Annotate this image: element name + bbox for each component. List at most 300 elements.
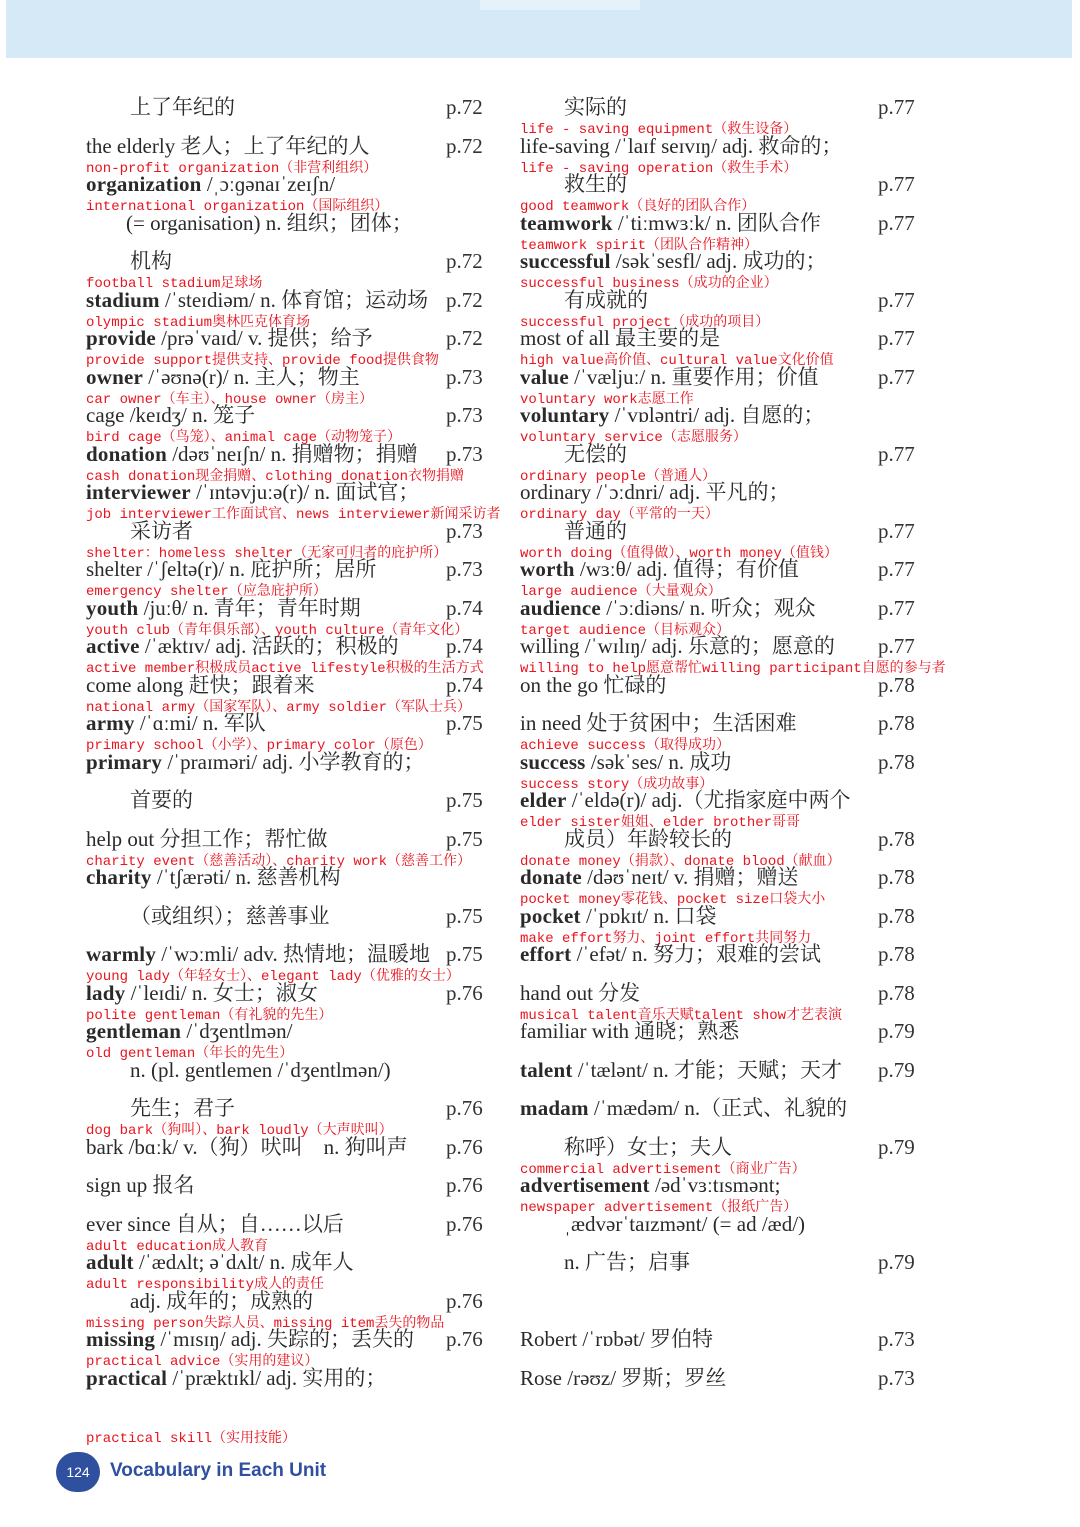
entry-text — [130, 88, 235, 127]
page-reference: p.75 — [446, 711, 483, 735]
handwritten-annotation: commercial advertisement（商业广告） — [520, 1161, 806, 1178]
page-reference: p.79 — [878, 1057, 915, 1082]
entry-text — [130, 242, 172, 281]
vocab-entry — [520, 935, 1040, 974]
handwritten-annotation: large audience（大量观众） — [520, 584, 722, 600]
entry-definition: /ˈleɪdi/ n. 女士；淑女 — [125, 980, 318, 1005]
headword: army — [86, 711, 135, 735]
handwritten-annotation: missing person失踪人员、missing item丢失的物品 — [86, 1315, 445, 1332]
entry-definition: /ˈɪntəvjuːə(r)/ n. 面试官； — [190, 480, 420, 504]
handwritten-annotation: ordinary people（普通人） — [520, 468, 717, 485]
vocab-entry — [86, 1282, 496, 1332]
page-reference: p.76 — [446, 1211, 483, 1236]
vocab-entry — [86, 1128, 496, 1167]
entry-text — [564, 165, 627, 204]
vocab-entry — [86, 935, 496, 985]
entry-definition: 普通的 — [564, 518, 627, 543]
headword: elder — [520, 788, 567, 812]
entry-definition: /ˈtʃærəti/ n. 慈善机构 — [151, 865, 341, 889]
entry-definition: /ˈəʊnə(r)/ n. 主人；物主 — [143, 364, 360, 389]
entry-definition: cage /keɪdʒ/ n. 笼子 — [86, 403, 256, 427]
entry-definition: 上了年纪的 — [130, 95, 235, 119]
page-reference: p.73 — [878, 1365, 915, 1390]
entry-text — [520, 743, 731, 782]
page-reference: p.76 — [446, 1134, 483, 1159]
handwritten-annotation: shelter：homeless shelter（无家可归者的庇护所） — [86, 545, 448, 562]
vocab-entry — [86, 396, 496, 446]
entry-text — [520, 550, 799, 589]
entry-text — [86, 358, 360, 397]
vocab-entry — [520, 242, 1040, 292]
entry-definition: /ˌɔːɡənaɪˈzeɪʃn/ — [201, 172, 336, 196]
handwritten-annotation: adult education成人教育 — [86, 1238, 269, 1255]
vocab-entry — [86, 743, 496, 782]
entry-text — [520, 1089, 847, 1128]
vocab-entry — [520, 165, 1040, 215]
page-reference: p.78 — [878, 711, 915, 735]
vocab-entry — [520, 512, 1040, 562]
entry-text — [86, 435, 418, 474]
entry-definition: /ˈmædəm/ n.（正式、礼貌的 — [588, 1096, 848, 1120]
entry-text — [520, 704, 796, 743]
entry-text — [86, 281, 428, 320]
handwritten-annotation: youth club（青年俱乐部）、youth culture（青年文化） — [86, 622, 469, 639]
handwritten-annotation: teamwork spirit（团队合作精神） — [520, 237, 759, 254]
entry-definition: 机构 — [130, 249, 172, 273]
entry-definition: most of all 最主要的是 — [520, 326, 721, 350]
headword: successful — [520, 249, 611, 273]
entry-definition: help out 分担工作；帮忙做 — [86, 826, 328, 851]
entry-text — [520, 204, 821, 243]
page-reference: p.75 — [446, 942, 483, 966]
page-reference: p.73 — [878, 1327, 915, 1351]
entry-text — [520, 627, 835, 666]
entry-definition: /wɜːθ/ adj. 值得；有价值 — [574, 557, 799, 581]
handwritten-annotation: charity event（慈善活动）、charity work（慈善工作） — [86, 853, 472, 870]
handwritten-annotation: newspaper advertisement（报纸广告） — [520, 1200, 798, 1216]
entry-definition: 首要的 — [130, 788, 193, 812]
vocab-entry — [86, 1320, 496, 1370]
vocab-entry — [86, 897, 496, 936]
entry-text — [520, 1320, 713, 1359]
headword: donate — [520, 865, 582, 889]
handwritten-annotation: worth doing（值得做）、worth money（值钱） — [520, 545, 838, 562]
vocab-entry — [520, 820, 1040, 870]
vocab-entry — [86, 589, 496, 639]
entry-text — [126, 204, 413, 243]
entry-definition: 救生的 — [564, 172, 627, 196]
headword: organization — [86, 172, 202, 196]
entry-text — [86, 319, 373, 358]
entry-definition: /ˈmɪsɪŋ/ adj. 失踪的；丢失的 — [155, 1327, 414, 1351]
entry-definition: /ˈtiːmwɜːk/ n. 团队合作 — [612, 210, 821, 235]
vocab-entry — [86, 319, 496, 369]
entry-definition: /ˈwɔːmli/ adv. 热情地；温暖地 — [156, 942, 430, 966]
vocab-entry — [520, 627, 1040, 677]
vocab-entry — [86, 704, 496, 754]
entry-text — [564, 281, 648, 320]
page-reference: p.72 — [446, 249, 483, 273]
vocab-entry — [520, 974, 1040, 1024]
entry-definition: come along 赶快；跟着来 — [86, 672, 315, 697]
vocab-entry — [520, 743, 1040, 793]
vocab-entry — [86, 88, 496, 127]
entry-text — [520, 781, 851, 820]
vocab-entry — [520, 1243, 1040, 1282]
entry-definition: /ˈɔːdiəns/ n. 听众；观众 — [600, 595, 816, 620]
vocab-entry — [520, 781, 1040, 831]
headword: donation — [86, 441, 167, 466]
vocab-entry — [520, 473, 1040, 523]
footer-title: Vocabulary in Each Unit — [110, 1460, 327, 1481]
entry-text — [520, 127, 842, 166]
entry-text — [564, 1128, 732, 1167]
entry-definition: /juːθ/ n. 青年；青年时期 — [138, 595, 361, 620]
handwritten-annotation: job interviewer工作面试官、news interviewer新闻采访者 — [86, 507, 501, 523]
handwritten-annotation: bird cage（鸟笼）、animal cage（动物笼子） — [86, 430, 402, 446]
page-reference: p.74 — [446, 595, 483, 620]
handwritten-annotation: donate money（捐款）、donate blood（献血） — [520, 853, 841, 870]
entry-text — [86, 858, 341, 897]
page-reference: p.77 — [878, 287, 915, 312]
entry-text — [86, 704, 266, 743]
entry-definition: adj. 成年的；成熟的 — [130, 1288, 314, 1313]
page-reference: p.78 — [878, 903, 915, 928]
vocab-entry — [520, 127, 1040, 177]
entry-text — [86, 743, 425, 782]
page-reference: p.78 — [878, 942, 915, 966]
entry-definition: /ˈsteɪdiəm/ n. 体育馆；运动场 — [159, 287, 429, 312]
entry-definition: 称呼）女士；夫人 — [564, 1134, 732, 1159]
page-reference: p.77 — [878, 441, 915, 466]
headword: effort — [520, 942, 572, 966]
entry-text — [520, 1166, 780, 1205]
vocab-entry — [86, 165, 496, 215]
entry-definition: /ˈvɒləntri/ adj. 自愿的； — [609, 403, 825, 427]
entry-text — [520, 1012, 739, 1051]
vocab-entry — [520, 1166, 1040, 1216]
headword: youth — [86, 595, 139, 620]
page-reference: p.75 — [446, 788, 483, 812]
vocab-entry — [86, 666, 496, 716]
right-column — [520, 88, 1040, 1397]
page-reference: p.77 — [878, 172, 915, 196]
vocab-entry — [86, 204, 496, 243]
page-reference: p.72 — [446, 287, 483, 312]
entry-text — [564, 820, 732, 859]
entry-definition: shelter /ˈʃeltə(r)/ n. 庇护所；居所 — [86, 557, 377, 581]
entry-text — [86, 589, 361, 628]
entry-text — [86, 666, 315, 705]
entry-definition: (= organisation) n. 组织；团体； — [126, 210, 413, 235]
entry-definition: 无偿的 — [564, 441, 627, 466]
vocab-entry — [86, 1089, 496, 1139]
entry-text — [520, 858, 799, 897]
headword: interviewer — [86, 480, 191, 504]
page-reference: p.77 — [878, 364, 915, 389]
entry-text — [520, 473, 789, 512]
entry-text — [520, 358, 819, 397]
handwritten-annotation: provide support提供支持、provide food提供食物 — [86, 353, 439, 369]
headword: audience — [520, 595, 601, 620]
entry-text — [86, 1320, 414, 1359]
handwritten-annotation: practical skill（实用技能） — [86, 1431, 297, 1447]
vocab-entry — [520, 319, 1040, 369]
entry-definition: /ˈtælənt/ n. 才能；天赋；天才 — [572, 1057, 843, 1082]
page-number-badge — [56, 1452, 100, 1492]
entry-definition: hand out 分发 — [520, 980, 641, 1005]
page-reference: p.75 — [446, 826, 483, 851]
entry-text — [130, 781, 193, 820]
headword: charity — [86, 865, 152, 889]
entry-definition: /ˈɑːmi/ n. 军队 — [134, 711, 266, 735]
page-reference: p.76 — [446, 1096, 483, 1120]
entry-definition: /səkˈsesfl/ adj. 成功的； — [610, 249, 827, 273]
page-reference: p.73 — [446, 441, 483, 466]
entry-text — [564, 1205, 805, 1244]
entry-text — [86, 820, 328, 859]
vocab-entry — [520, 88, 1040, 138]
entry-definition: ordinary /ˈɔːdnri/ adj. 平凡的； — [520, 480, 790, 504]
handwritten-annotation: cash donation现金捐赠、clothing donation衣物捐赠 — [86, 468, 465, 485]
entry-definition: /ˈæktɪv/ adj. 活跃的；积极的 — [139, 634, 399, 658]
entry-text — [86, 1166, 195, 1205]
page-reference: p.77 — [878, 595, 915, 620]
handwritten-annotation: primary school（小学）、primary color（原色） — [86, 738, 432, 754]
headword: stadium — [86, 287, 160, 312]
entry-text — [130, 897, 330, 936]
entry-text — [130, 1089, 235, 1128]
headword: missing — [86, 1327, 156, 1351]
entry-definition: /ˈpɒkɪt/ n. 口袋 — [580, 903, 717, 928]
page-reference: p.72 — [446, 133, 483, 158]
headword: active — [86, 634, 140, 658]
entry-text — [86, 1128, 408, 1167]
page-reference: p.77 — [878, 326, 915, 350]
entry-definition: n. 广告；启事 — [564, 1250, 690, 1274]
entry-text — [520, 1051, 842, 1090]
vocab-entry — [520, 1012, 1040, 1051]
handwritten-annotation: successful business（成功的企业） — [520, 276, 778, 292]
headword: warmly — [86, 942, 157, 966]
handwritten-annotation: willing to help愿意帮忙willing participant自愿的参与者 — [520, 661, 946, 677]
headword: madam — [520, 1096, 589, 1120]
entry-definition: /ədˈvɜːtɪsmənt; — [649, 1173, 781, 1197]
entry-definition: 有成就的 — [564, 287, 648, 312]
vocab-entry — [86, 435, 496, 485]
vocab-entry — [86, 512, 496, 562]
handwritten-annotation: polite gentleman（有礼貌的先生） — [86, 1007, 333, 1024]
vocab-entry — [520, 1320, 1040, 1359]
entry-definition: /ˈpraɪməri/ adj. 小学教育的； — [162, 749, 425, 774]
handwritten-annotation: active member积极成员active lifestyle积极的生活方式 — [86, 661, 484, 677]
handwritten-annotation: ordinary day（平常的一天） — [520, 507, 719, 523]
vocab-entry — [520, 1359, 1040, 1398]
vocab-entry — [86, 550, 496, 600]
handwritten-annotation: car owner（车主）、house owner（房主） — [86, 391, 374, 408]
headword: pocket — [520, 903, 581, 928]
vocab-entry — [86, 1012, 496, 1062]
page-reference: p.74 — [446, 634, 483, 658]
vocab-entry — [86, 1359, 496, 1398]
page-reference: p.73 — [446, 403, 483, 427]
entry-definition: on the go 忙碌的 — [520, 672, 667, 697]
entry-definition: ever since 自从；自……以后 — [86, 1211, 344, 1236]
handwritten-annotation: young lady（年轻女士）、elegant lady（优雅的女士） — [86, 969, 460, 985]
entry-text — [520, 935, 821, 974]
entry-definition: willing /ˈwɪlɪŋ/ adj. 乐意的；愿意的 — [520, 634, 835, 658]
handwritten-annotation: dog bark（狗叫）、bark loudly（大声吠叫） — [86, 1123, 393, 1139]
entry-definition: 实际的 — [564, 95, 627, 119]
page-reference: p.78 — [878, 749, 915, 774]
headword: provide — [86, 326, 156, 350]
page-reference: p.73 — [446, 518, 483, 543]
entry-definition: /ˈpræktɪkl/ adj. 实用的； — [167, 1365, 387, 1390]
page-reference: p.72 — [446, 326, 483, 350]
vocab-entry — [520, 281, 1040, 331]
vocab-entry — [520, 897, 1040, 947]
handwritten-annotation: international organization（国际组织） — [86, 199, 389, 215]
handwritten-annotation: national army（国家军队）、army soldier（军队士兵） — [86, 699, 472, 716]
headword: practical — [86, 1365, 168, 1390]
page-reference: p.75 — [446, 903, 483, 928]
entry-text — [130, 1051, 391, 1090]
entry-definition: /ˈvæljuː/ n. 重要作用；价值 — [568, 364, 819, 389]
handwritten-annotation: elder sister姐姐、elder brother哥哥 — [520, 815, 801, 831]
headword: value — [520, 364, 569, 389]
entry-text — [564, 435, 627, 474]
vocab-entry — [520, 858, 1040, 908]
headword: adult — [86, 1250, 134, 1274]
entry-text — [86, 473, 419, 512]
entry-definition: Robert /ˈrɒbət/ 罗伯特 — [520, 1327, 713, 1351]
handwritten-annotation: emergency shelter（应急庇护所） — [86, 584, 327, 600]
vocab-entry — [86, 781, 496, 820]
headword: gentleman — [86, 1019, 182, 1043]
page-reference: p.77 — [878, 518, 915, 543]
entry-text — [86, 165, 335, 204]
page-reference: p.78 — [878, 865, 915, 889]
vocab-entry — [86, 358, 496, 408]
page-reference: p.77 — [878, 210, 915, 235]
vocab-entry — [86, 1166, 496, 1205]
vocab-entry — [520, 589, 1040, 639]
entry-text — [86, 550, 376, 589]
vocab-entry — [86, 1205, 496, 1255]
entry-text — [130, 1282, 313, 1321]
page-reference: p.78 — [878, 826, 915, 851]
page-reference: p.79 — [878, 1250, 915, 1274]
entry-definition: /səkˈses/ n. 成功 — [585, 749, 732, 774]
page-reference: p.79 — [878, 1134, 915, 1159]
vocab-entry — [520, 1205, 1040, 1244]
entry-text — [86, 396, 255, 435]
page-reference: p.77 — [878, 95, 915, 119]
entry-definition: /ˈdʒentlmən/ — [181, 1019, 293, 1043]
vocab-entry — [520, 396, 1040, 446]
left-column — [86, 88, 501, 1447]
entry-definition: （或组织）；慈善事业 — [130, 903, 330, 928]
handwritten-annotation: non-profit organization（非营利组织） — [86, 160, 378, 177]
headword: success — [520, 749, 586, 774]
entry-definition: /prəˈvaɪd/ v. 提供；给予 — [155, 326, 373, 350]
headword: worth — [520, 557, 575, 581]
headword: voluntary — [520, 403, 610, 427]
entry-text — [86, 1012, 293, 1051]
handwritten-annotation: voluntary work志愿工作 — [520, 391, 694, 408]
vocab-entry — [520, 1128, 1040, 1178]
headword: advertisement — [520, 1173, 650, 1197]
entry-definition: in need 处于贫困中；生活困难 — [520, 711, 797, 735]
entry-text — [564, 1243, 690, 1282]
entry-definition: /dəʊˈneɪʃn/ n. 捐赠物；捐赠 — [166, 441, 418, 466]
vocab-entry — [86, 281, 496, 331]
handwritten-annotation: high value高价值、cultural value文化价值 — [520, 353, 834, 369]
entry-text — [520, 319, 720, 358]
entry-text — [130, 512, 193, 551]
page-reference: p.76 — [446, 1327, 483, 1351]
entry-text — [86, 1205, 344, 1244]
handwritten-annotation: musical talent音乐天赋talent show才艺表演 — [520, 1007, 843, 1024]
vocab-entry — [86, 1051, 496, 1090]
entry-definition: 采访者 — [130, 518, 193, 543]
handwritten-annotation: successful project（成功的项目） — [520, 314, 770, 331]
entry-text — [520, 974, 640, 1013]
entry-text — [520, 242, 826, 281]
vocab-entry — [520, 1089, 1040, 1128]
vocab-entry — [86, 1243, 496, 1293]
headword: primary — [86, 749, 163, 774]
entry-text — [520, 589, 816, 628]
handwritten-annotation: make effort努力、joint effort共同努力 — [520, 930, 812, 947]
entry-definition: /ˈeldə(r)/ adj.（尤指家庭中两个 — [566, 788, 851, 812]
entry-text — [520, 897, 717, 936]
entry-text — [86, 127, 369, 166]
page-reference: p.78 — [878, 672, 915, 697]
vocab-entry — [86, 127, 496, 177]
entry-definition: /ˈædʌlt; əˈdʌlt/ n. 成年人 — [133, 1250, 354, 1274]
top-banner-notch — [480, 0, 640, 10]
entry-text — [86, 974, 318, 1013]
handwritten-annotation: target audience（目标观众） — [520, 622, 731, 639]
vocab-entry — [86, 858, 496, 897]
vocab-entry — [520, 1282, 1040, 1321]
entry-definition: /ˈefət/ n. 努力；艰难的尝试 — [571, 942, 821, 966]
page-reference: p.76 — [446, 1288, 483, 1313]
page-reference: p.73 — [446, 557, 483, 581]
handwritten-annotation: old gentleman（年长的先生） — [86, 1046, 294, 1062]
vocab-entry — [86, 473, 501, 523]
handwritten-annotation: football stadium足球场 — [86, 276, 263, 292]
entry-text — [520, 666, 666, 705]
headword: lady — [86, 980, 126, 1005]
entry-text — [520, 1359, 726, 1398]
vocab-entry — [520, 358, 1040, 408]
entry-text — [86, 627, 399, 666]
page-reference: p.78 — [878, 980, 915, 1005]
handwritten-annotation: voluntary service（志愿服务） — [520, 430, 747, 446]
entry-definition: /dəʊˈneɪt/ v. 捐赠；赠送 — [581, 865, 799, 889]
entry-text — [86, 935, 430, 974]
headword: owner — [86, 364, 143, 389]
page-reference: p.74 — [446, 672, 483, 697]
page-reference: p.76 — [446, 1173, 483, 1197]
handwritten-annotation: olympic stadium奥林匹克体育场 — [86, 314, 311, 331]
vocab-entry — [520, 204, 1040, 254]
handwritten-annotation: pocket money零花钱、pocket size口袋大小 — [520, 892, 826, 908]
entry-definition: n. (pl. gentlemen /ˈdʒentlmən/) — [130, 1057, 391, 1082]
entry-definition: ˌædvərˈtaɪzmənt/ (= ad /æd/) — [564, 1211, 806, 1236]
